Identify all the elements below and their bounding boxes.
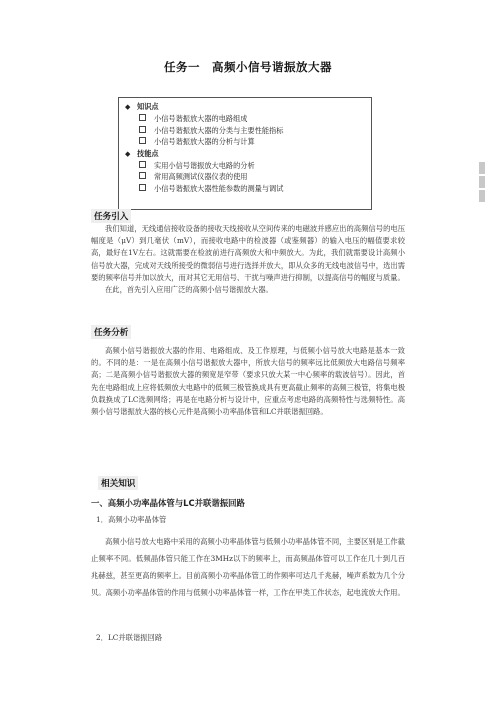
- margin-decoration: [479, 162, 485, 210]
- analysis-paragraph: 高频小信号谐振放大器的作用、电路组成、及工作原理，与低频小信号放大电路是基本一致的。不同的是：一是在高频小信号谐振放大器中，所放大信号的频率远比低频放大电路信号频率高；二是高频小信号谐振放大器的频宽是窄带（要求只放大某一中心频率的载波信号）。因此，首先在电路组成上应将低频放大电路中的低频三极管换成具有更高截止频率的高频三极管，将集电极负载换成了LC选频网络；再是在电路分析与设计中，应重点考虑电路的高频特性与选频特性。高频小信号谐振放大器的核心元件是高频小功率晶体管和LC并联谐振回路。: [91, 346, 405, 417]
- diamond-bullet-icon: ◆: [125, 149, 131, 158]
- skill-item: [125, 160, 365, 171]
- knowledge-item-text: 小信号谐振放大器的电路组成: [154, 114, 248, 124]
- square-bullet-icon: [139, 114, 146, 121]
- square-bullet-icon: [139, 161, 146, 168]
- knowledge-item: [125, 125, 365, 136]
- section-title: 一、高频小功率晶体管与LC并联谐振回路: [91, 498, 245, 508]
- skill-item-text: 实用小信号谐振放大电路的分析: [154, 161, 255, 171]
- diamond-bullet-icon: ◆: [125, 103, 131, 111]
- skill-item: [125, 183, 365, 194]
- analysis-heading: 任务分析: [91, 325, 131, 339]
- intro-body: [91, 223, 405, 296]
- intro-heading: 任务引入: [91, 209, 131, 223]
- square-bullet-icon: [139, 126, 146, 133]
- intro-paragraph: 在此，首先引入应用广泛的高频小信号谐振放大器。: [105, 285, 273, 295]
- knowledge-group-heading: [125, 101, 365, 113]
- page-title: 任务一 高频小信号谐振放大器: [164, 60, 332, 74]
- square-bullet-icon: [139, 137, 146, 144]
- knowledge-group-title: 知识点: [137, 102, 159, 111]
- knowledge-item-text: 小信号谐振放大器的分析与计算: [154, 137, 255, 147]
- subsection-title: 1．高频小功率晶体管: [96, 515, 167, 524]
- knowledge-heading: 相关知识: [98, 476, 138, 490]
- skill-group-title: 技能点: [137, 148, 159, 158]
- subsection-title: 2．LC并联谐振回路: [96, 633, 163, 642]
- knowledge-item: [125, 136, 365, 147]
- transistor-body: [91, 533, 405, 601]
- square-bullet-icon: [139, 172, 146, 179]
- knowledge-item-text: 小信号谐振放大器的分类与主要性能指标: [154, 125, 284, 135]
- knowledge-item: [125, 113, 365, 124]
- skill-item-text: 常用高频测试仪器仪表的使用: [154, 172, 248, 182]
- intro-paragraph: 我们知道，无线通信接收设备的接收天线接收从空间传来的电磁波并感应出的高频信号的电压幅度是（μV）到几毫伏（mV），而接收电路中的检波器（或鉴频器）的输入电压的幅值要求较高，最好在1V左右。这就需要在检波前进行高频放大和中频放大。为此，我们就需要设计高频小信号放大器，完成对天线所接受的微弱信号进行选择并放大，即从众多的无线电波信号中，选出需要的频率信号并加以放大，而对其它无用信号、干扰与噪声进行抑制，以提高信号的幅度与质量。: [91, 224, 405, 282]
- skill-item-text: 小信号谐振放大器性能参数的测量与调试: [154, 183, 284, 193]
- square-bullet-icon: [139, 184, 146, 191]
- skill-group-heading: [125, 148, 365, 160]
- analysis-body: [91, 345, 405, 418]
- skill-item: [125, 171, 365, 182]
- knowledge-points-box: [118, 97, 372, 210]
- transistor-paragraph: 高频小信号放大电路中采用的高频小功率晶体管与低频小功率晶体管不同，主要区别是工作截止频率不同。低频晶体管只能工作在3MHz以下的频率上，而高频晶体管可以工作在几十到几百兆赫兹，甚至更高的频率上。目前高频小功率晶体管工的作频率可达几千兆赫，噪声系数为几个分贝。高频小功率晶体管的作用与低频小功率晶体管一样，工作在甲类工作状态，起电流放大作用。: [91, 537, 405, 597]
